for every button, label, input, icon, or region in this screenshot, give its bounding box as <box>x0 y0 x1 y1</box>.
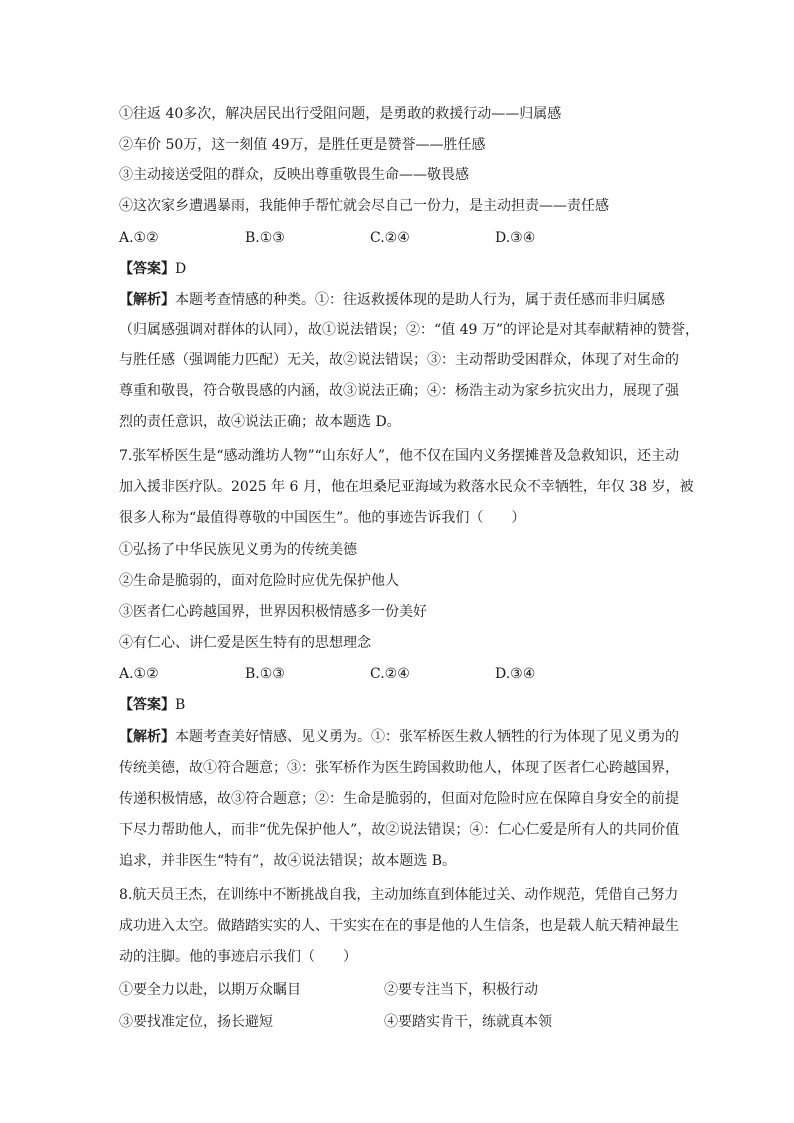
q7-statement-4: ④有仁心、讲仁爱是医生特有的思想理念 <box>119 635 371 651</box>
q7-option-a: A.①② <box>119 666 159 682</box>
q6-statement-1: ①往返 40多次，解决居民出行受阻问题，是勇敢的救援行动——归属感 <box>119 106 562 122</box>
q7-stem-line-2: 加入援非医疗队。2025 年 6 月，他在坦桑尼亚海域为救落水民众不幸牺牲，年仅 38 岁，被 <box>119 479 694 495</box>
q6-option-c: C.②④ <box>370 230 410 246</box>
answer-label: 【答案】 <box>119 697 175 713</box>
q6-option-d: D.③④ <box>495 230 536 246</box>
q8-statement-1: ①要全力以赴，以期万众瞩目 <box>119 982 301 998</box>
q6-analysis-line-1 <box>119 290 679 310</box>
q8-stem-line-3: 动的注脚。他的事迹启示我们（ ） <box>119 949 357 965</box>
q7-statement-2: ②生命是脆弱的，面对危险时应优先保护他人 <box>119 573 399 589</box>
q7-stem-line-3: 很多人称为“最值得尊敬的中国医生”。他的事迹告诉我们（ ） <box>119 510 526 526</box>
q7-analysis-line-3: 传递积极情感，故③符合题意；②：生命是脆弱的，但面对危险时应在保障自身安全的前提 <box>119 791 679 807</box>
q8-statement-4: ④要踏实肯干，练就真本领 <box>384 1014 552 1030</box>
q7-analysis-line-1 <box>119 727 679 747</box>
q7-statement-1: ①弘扬了中华民族见义勇为的传统美德 <box>119 542 357 558</box>
analysis-text: 本题考查情感的种类。①：往返救援体现的是助人行为，属于责任感而非归属感 <box>175 292 665 308</box>
q7-statement-3: ③医者仁心跨越国界，世界因积极情感多一份美好 <box>119 604 427 620</box>
q6-analysis-line-4: 尊重和敬畏，符合敬畏感的内涵，故③说法正确；④：杨浩主动为家乡抗灾出力，展现了强 <box>119 383 679 399</box>
q8-stem-line-2: 成功进入太空。做踏踏实实的人、干实实在在的事是他的人生信条，也是载人航天精神最生 <box>119 918 679 934</box>
q6-analysis-line-2: （归属感强调对群体的认同），故①说法错误；②：“值 49 万”的评论是对其奉献精神的赞誉， <box>119 322 700 338</box>
q6-option-b: B.①③ <box>245 230 285 246</box>
answer-value: B <box>175 697 186 713</box>
q7-analysis-line-4: 下尽力帮助他人，而非“优先保护他人”，故②说法错误；④：仁心仁爱是所有人的共同价值 <box>119 822 680 838</box>
q7-option-d: D.③④ <box>495 666 536 682</box>
analysis-label: 【解析】 <box>119 292 175 308</box>
q6-answer <box>119 259 679 279</box>
q6-option-a: A.①② <box>119 230 159 246</box>
q6-analysis-line-3: 与胜任感（强调能力匹配）无关，故②说法错误；③：主动帮助受困群众，体现了对生命的 <box>119 352 679 368</box>
q7-stem-line-1: 7.张军桥医生是“感动潍坊人物”“山东好人”，他不仅在国内义务摆摊普及急救知识，还主动 <box>119 448 679 464</box>
q8-statement-2: ②要专注当下，积极行动 <box>384 982 538 998</box>
q8-statement-3: ③要找准定位，扬长避短 <box>119 1014 273 1030</box>
analysis-label: 【解析】 <box>119 729 175 745</box>
q7-analysis-line-2: 传统美德，故①符合题意；③：张军桥作为医生跨国救助他人，体现了医者仁心跨越国界， <box>119 760 679 776</box>
q6-statement-3: ③主动接送受阻的群众，反映出尊重敬畏生命——敬畏感 <box>119 167 469 183</box>
q7-answer <box>119 695 679 715</box>
q7-option-b: B.①③ <box>245 666 285 682</box>
analysis-text: 本题考查美好情感、见义勇为。①：张军桥医生救人牺牲的行为体现了见义勇为的 <box>175 729 679 745</box>
q6-statement-2: ②车价 50万，这一刻值 49万，是胜任更是赞誉——胜任感 <box>119 137 486 153</box>
q8-stem-line-1: 8.航天员王杰，在训练中不断挑战自我，主动加练直到体能过关、动作规范，凭借自己努力 <box>119 887 679 903</box>
q7-analysis-line-5: 追求，并非医生“特有”，故④说法错误；故本题选 B。 <box>119 853 457 869</box>
answer-value: D <box>175 261 187 277</box>
answer-label: 【答案】 <box>119 261 175 277</box>
q7-option-c: C.②④ <box>370 666 410 682</box>
q6-analysis-line-5: 烈的责任意识，故④说法正确；故本题选 D。 <box>119 414 401 430</box>
q6-statement-4: ④这次家乡遭遇暴雨，我能伸手帮忙就会尽自己一份力，是主动担责——责任感 <box>119 198 609 214</box>
